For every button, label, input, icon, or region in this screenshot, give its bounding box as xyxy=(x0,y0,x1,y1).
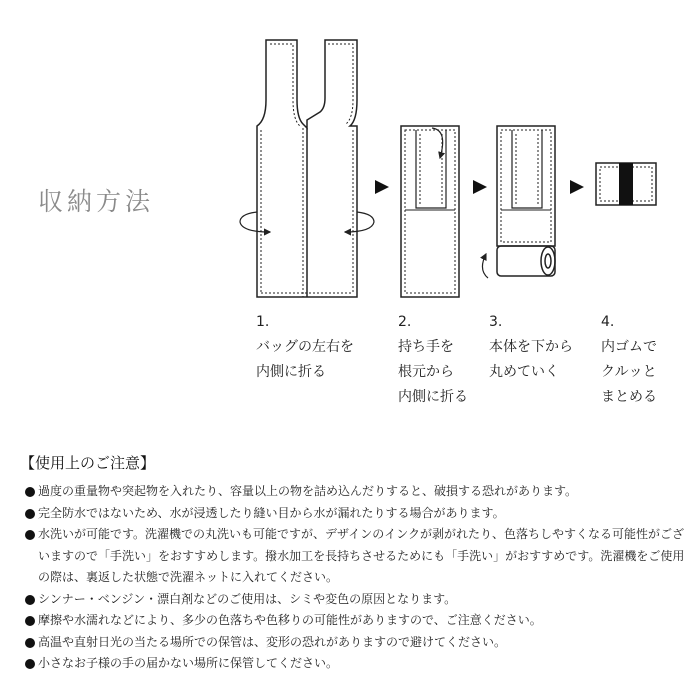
step-3-caption xyxy=(489,310,573,385)
step-text: 本体を下から xyxy=(489,339,573,355)
step-number: 1. xyxy=(256,314,270,330)
step-text: 持ち手を xyxy=(398,339,454,355)
step-2-caption xyxy=(398,310,468,410)
bullet-icon xyxy=(25,616,35,626)
step-1-caption xyxy=(256,310,354,385)
bullet-icon xyxy=(25,595,35,605)
bullet-icon xyxy=(25,530,35,540)
note-item xyxy=(20,589,690,611)
folding-illustration xyxy=(0,0,700,310)
note-text: 高温や直射日光の当たる場所での保管は、変形の恐れがありますので避けてください。 xyxy=(38,634,507,649)
bullet-icon xyxy=(25,509,35,519)
usage-notes xyxy=(20,452,690,675)
note-text: 完全防水ではないため、水が浸透したり縫い目から水が漏れたりする場合があります。 xyxy=(38,505,505,520)
arrow-2-icon xyxy=(473,180,487,194)
notes-heading: 【使用上のご注意】 xyxy=(20,454,156,472)
note-item xyxy=(20,481,690,503)
note-text: 過度の重量物や突起物を入れたり、容量以上の物を詰め込んだりすると、破損する恐れがあります。 xyxy=(38,484,578,498)
step-text: バッグの左右を xyxy=(256,339,354,355)
step3-bag-drawing xyxy=(482,126,555,278)
step-text: 内側に折る xyxy=(256,364,326,380)
note-item xyxy=(20,653,690,675)
step2-bag-drawing xyxy=(401,126,459,297)
arrow-1-icon xyxy=(375,180,389,194)
arrow-3-icon xyxy=(570,180,584,194)
note-item xyxy=(20,632,690,654)
step-number: 3. xyxy=(489,314,503,330)
step-4-caption xyxy=(601,310,657,410)
bullet-icon xyxy=(25,487,35,497)
note-text: 水洗いが可能です。洗濯機での丸洗いも可能ですが、デザインのインクが剥がれたり、色落ちしやすくなる可能性がございますので「手洗い」をおすすめします。撥水加工を長持ちさせるためにも「手洗い」がおすすめです。洗濯機をご使用の際は、裏返した状態で洗濯ネットに入れてください。 xyxy=(38,527,685,584)
bullet-icon xyxy=(25,638,35,648)
step-text: 内ゴムで xyxy=(601,339,657,355)
note-text: シンナー・ベンジン・漂白剤などのご使用は、シミや変色の原因となります。 xyxy=(38,591,457,606)
step-number: 2. xyxy=(398,314,412,330)
note-item xyxy=(20,610,690,632)
step-text: 内側に折る xyxy=(398,389,468,405)
step4-bundle-drawing xyxy=(596,163,656,205)
step-text: 丸めていく xyxy=(489,364,559,380)
note-text: 摩擦や水濡れなどにより、多少の色落ちや色移りの可能性がありますので、ご注意ください。 xyxy=(38,613,542,627)
step-number: 4. xyxy=(601,314,615,330)
section-title: 収納方法 xyxy=(38,187,155,216)
step-text: クルッと xyxy=(601,364,657,380)
note-item xyxy=(20,503,690,525)
step-text: 根元から xyxy=(398,364,454,380)
note-item xyxy=(20,524,690,589)
bullet-icon xyxy=(25,659,35,669)
note-text: 小さなお子様の手の届かない場所に保管してください。 xyxy=(38,656,339,670)
step-text: まとめる xyxy=(601,389,657,405)
step1-bag-drawing xyxy=(240,40,374,297)
